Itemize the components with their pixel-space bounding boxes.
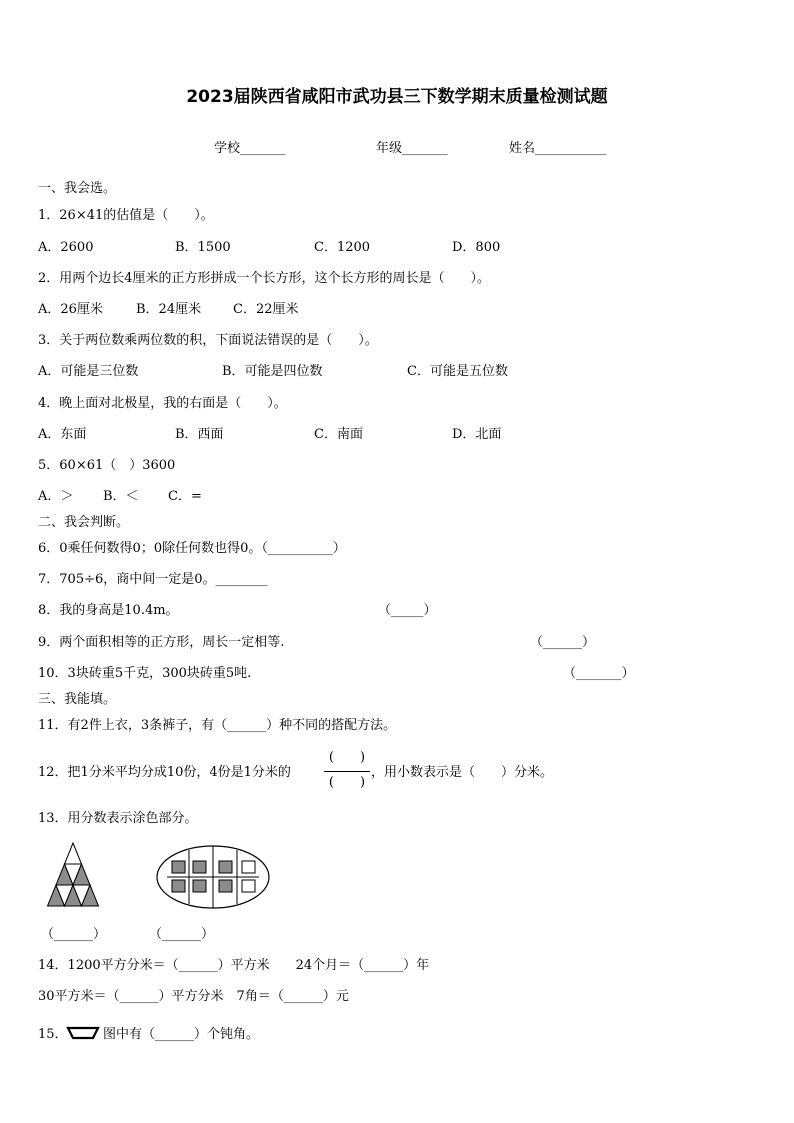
q12-fraction-bar xyxy=(324,771,370,772)
section-judge-heading: 二、我会判断。 xyxy=(38,515,130,530)
question-15-label: 15． xyxy=(38,1027,68,1042)
grade-field[interactable]: 年级_______ xyxy=(376,141,448,156)
q5-option-b[interactable]: B．＜ xyxy=(103,489,139,504)
q4-option-b[interactable]: B．西面 xyxy=(175,427,224,442)
shaded-triangle-figure xyxy=(41,842,107,908)
q2-option-b[interactable]: B．24厘米 xyxy=(136,302,202,317)
question-12-suffix: ，用小数表示是（ ）分米。 xyxy=(371,765,554,780)
q4-option-c[interactable]: C．南面 xyxy=(314,427,363,442)
q9-answer-blank[interactable]: （______） xyxy=(530,635,596,650)
q4-option-a[interactable]: A．东面 xyxy=(38,427,87,442)
q1-option-d[interactable]: D．800 xyxy=(452,240,501,255)
section-fill-heading: 三、我能填。 xyxy=(38,692,117,707)
q1-option-a[interactable]: A．2600 xyxy=(38,240,94,255)
q12-fraction-denominator[interactable]: ( ) xyxy=(328,775,366,790)
trapezoid-icon xyxy=(66,1026,100,1040)
question-4: 4．晚上面对北极星，我的右面是（ ）。 xyxy=(38,396,287,411)
q2-option-a[interactable]: A．26厘米 xyxy=(38,302,103,317)
question-13: 13．用分数表示涂色部分。 xyxy=(38,811,198,826)
question-2: 2．用两个边长4厘米的正方形拼成一个长方形，这个长方形的周长是（ ）。 xyxy=(38,271,491,286)
question-12-prefix: 12．把1分米平均分成10份，4份是1分米的 xyxy=(38,765,291,780)
q10-answer-blank[interactable]: （_______） xyxy=(563,666,635,681)
school-field[interactable]: 学校_______ xyxy=(214,141,286,156)
section-choice-heading: 一、我会选。 xyxy=(38,181,117,196)
q3-option-a[interactable]: A．可能是三位数 xyxy=(38,364,139,379)
question-9: 9．两个面积相等的正方形，周长一定相等. xyxy=(38,635,285,650)
q13-answer-blank-1[interactable]: （______） xyxy=(41,927,107,942)
q12-fraction-numerator[interactable]: ( ) xyxy=(328,750,366,765)
question-14-line-2[interactable]: 30平方米＝（______）平方分米 7角＝（______）元 xyxy=(38,989,349,1004)
question-5: 5．60×61（ ）3600 xyxy=(38,458,176,473)
question-6[interactable]: 6．0乘任何数得0；0除任何数也得0。（__________） xyxy=(38,541,346,556)
q2-option-c[interactable]: C．22厘米 xyxy=(233,302,299,317)
question-7[interactable]: 7．705÷6，商中间一定是0。________ xyxy=(38,572,268,587)
q8-answer-blank[interactable]: （_____） xyxy=(378,603,437,618)
q1-option-c[interactable]: C．1200 xyxy=(314,240,371,255)
q4-option-d[interactable]: D．北面 xyxy=(452,427,502,442)
q13-answer-blank-2[interactable]: （______） xyxy=(149,927,215,942)
question-11[interactable]: 11．有2件上衣，3条裤子，有（______）种不同的搭配方法。 xyxy=(38,718,397,733)
question-8: 8．我的身高是10.4m。 xyxy=(38,603,179,618)
question-10: 10．3块砖重5千克，300块砖重5吨. xyxy=(38,666,252,681)
question-15-text[interactable]: 图中有（______）个钝角。 xyxy=(103,1027,260,1042)
q1-option-b[interactable]: B．1500 xyxy=(175,240,231,255)
question-1: 1．26×41的估值是（ ）。 xyxy=(38,208,214,223)
q5-option-c[interactable]: C．= xyxy=(168,489,202,504)
q3-option-b[interactable]: B．可能是四位数 xyxy=(222,364,323,379)
question-3: 3．关于两位数乘两位数的积，下面说法错误的是（ ）。 xyxy=(38,333,378,348)
name-field[interactable]: 姓名___________ xyxy=(509,141,607,156)
q3-option-c[interactable]: C．可能是五位数 xyxy=(407,364,508,379)
page-title: 2023届陕西省咸阳市武功县三下数学期末质量检测试题 xyxy=(186,87,608,107)
q5-option-a[interactable]: A．＞ xyxy=(38,489,74,504)
shaded-squares-ellipse-figure xyxy=(155,844,271,910)
question-14-line-1[interactable]: 14．1200平方分米＝（______）平方米 24个月＝（______）年 xyxy=(38,958,430,973)
